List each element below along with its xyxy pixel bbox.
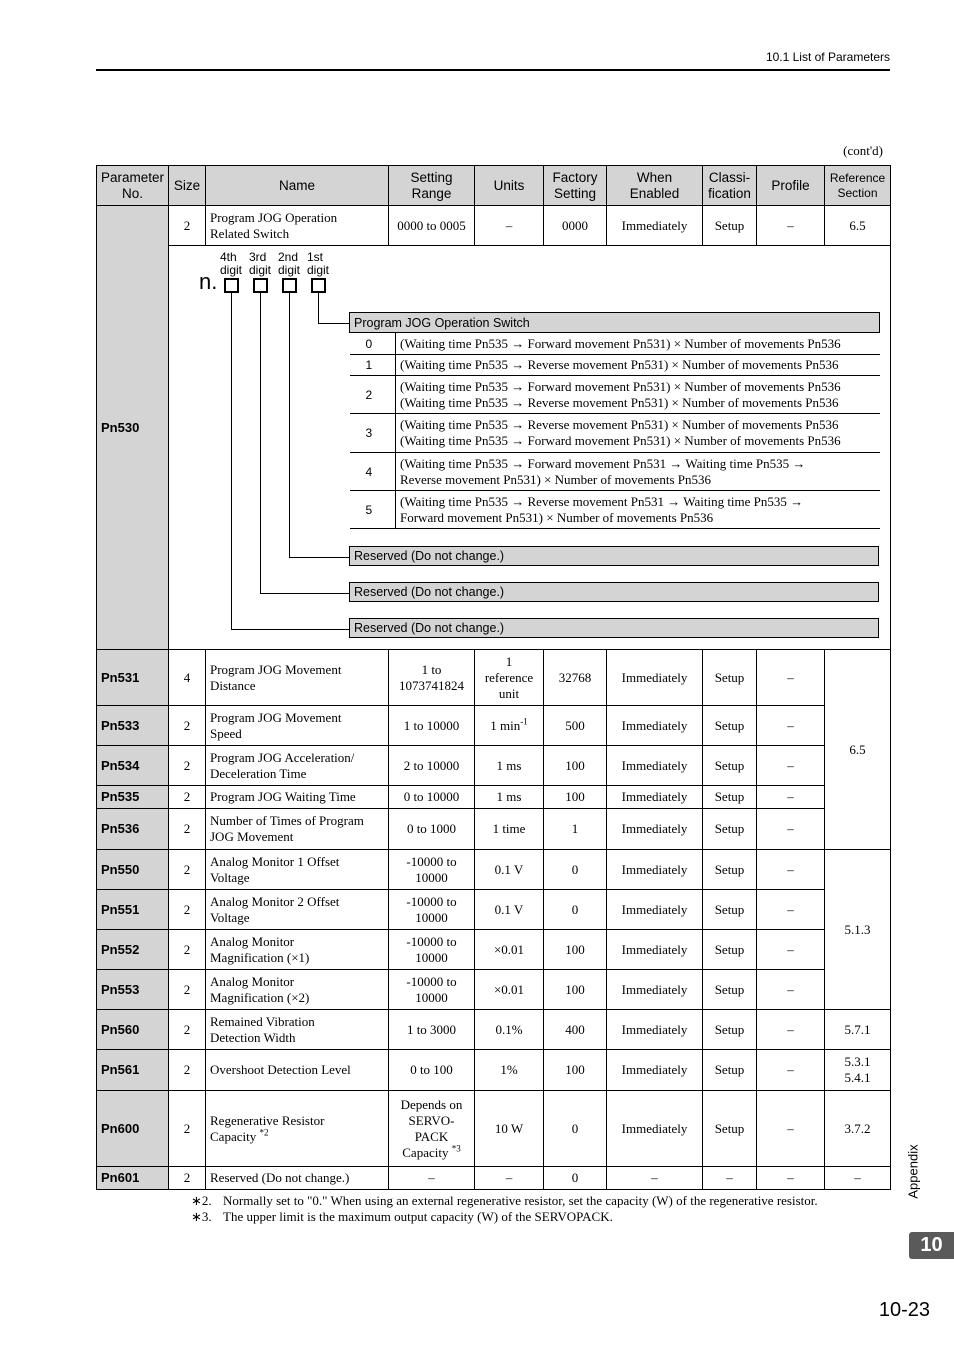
when-cell: Immediately bbox=[607, 206, 703, 246]
factory-cell: 500 bbox=[544, 706, 607, 746]
size-cell: 2 bbox=[169, 1010, 206, 1050]
size-cell: 2 bbox=[169, 1050, 206, 1091]
option-row bbox=[350, 333, 880, 355]
profile-cell: – bbox=[757, 206, 825, 246]
when-cell: – bbox=[607, 1167, 703, 1190]
option-num: 0 bbox=[350, 333, 396, 355]
table-row bbox=[97, 1050, 891, 1091]
class-cell: Setup bbox=[703, 1050, 757, 1091]
option-row bbox=[350, 491, 880, 529]
range-cell: 0 to 10000 bbox=[389, 786, 475, 809]
size-cell: 2 bbox=[169, 206, 206, 246]
connector-4th bbox=[231, 293, 232, 629]
chapter-tab: 10 bbox=[909, 1232, 954, 1259]
param-no: Pn550 bbox=[97, 850, 169, 890]
name-cell: Program JOG Acceleration/ Deceleration Time bbox=[206, 746, 389, 786]
units-cell: – bbox=[475, 206, 544, 246]
col-parameter-no: Parameter No. bbox=[97, 166, 169, 206]
units-cell: 1 time bbox=[475, 809, 544, 850]
param-no: Pn561 bbox=[97, 1050, 169, 1091]
table-row bbox=[97, 746, 891, 786]
table-row bbox=[97, 809, 891, 850]
name-cell: Remained Vibration Detection Width bbox=[206, 1010, 389, 1050]
profile-cell: – bbox=[757, 1167, 825, 1190]
option-desc: (Waiting time Pn535 → Forward movement Pn531 → Waiting time Pn535 → Reverse movement Pn531) × Number of movements Pn536 bbox=[396, 453, 880, 491]
table-row bbox=[97, 1010, 891, 1050]
col-when-enabled: When Enabled bbox=[607, 166, 703, 206]
class-cell: – bbox=[703, 1167, 757, 1190]
digit-diagram bbox=[169, 246, 891, 650]
name-cell: Program JOG Waiting Time bbox=[206, 786, 389, 809]
option-row bbox=[350, 376, 880, 414]
running-header: 10.1 List of Parameters bbox=[765, 50, 890, 64]
size-cell: 2 bbox=[169, 786, 206, 809]
option-row bbox=[350, 453, 880, 491]
ref-cell: 5.1.3 bbox=[825, 850, 891, 1010]
connector-4th-h bbox=[231, 629, 349, 630]
profile-cell: – bbox=[757, 706, 825, 746]
option-row bbox=[350, 355, 880, 376]
connector-3rd-h bbox=[260, 593, 349, 594]
param-no: Pn531 bbox=[97, 650, 169, 706]
class-cell: Setup bbox=[703, 206, 757, 246]
connector-2nd-h bbox=[289, 557, 349, 558]
profile-cell: – bbox=[757, 1050, 825, 1091]
range-cell: 0000 to 0005 bbox=[389, 206, 475, 246]
digit-box-3rd bbox=[253, 278, 268, 293]
table-header-row bbox=[97, 166, 891, 206]
digit-label-2nd: 2nd digit bbox=[278, 250, 301, 277]
class-cell: Setup bbox=[703, 809, 757, 850]
ref-cell: – bbox=[825, 1167, 891, 1190]
size-cell: 2 bbox=[169, 746, 206, 786]
digit-label-3rd: 3rd digit bbox=[249, 250, 272, 277]
factory-cell: 0 bbox=[544, 1091, 607, 1167]
col-classification: Classi- fication bbox=[703, 166, 757, 206]
range-cell: 0 to 1000 bbox=[389, 809, 475, 850]
range-cell: Depends on SERVO- PACK Capacity $^{*3}$ bbox=[389, 1091, 475, 1167]
header-rule bbox=[96, 69, 890, 71]
factory-cell: 100 bbox=[544, 786, 607, 809]
size-cell: 2 bbox=[169, 1091, 206, 1167]
connector-1st-h bbox=[318, 323, 349, 324]
footnote-3: ∗3. The upper limit is the maximum output capacity (W) of the SERVOPACK. bbox=[191, 1209, 613, 1224]
param-no: Pn530 bbox=[97, 206, 169, 650]
factory-cell: 0 bbox=[544, 890, 607, 930]
ref-cell: 5.3.1 5.4.1 bbox=[825, 1050, 891, 1091]
range-cell: -10000 to 10000 bbox=[389, 930, 475, 970]
factory-cell: 0 bbox=[544, 850, 607, 890]
class-cell: Setup bbox=[703, 746, 757, 786]
factory-cell: 0000 bbox=[544, 206, 607, 246]
when-cell: Immediately bbox=[607, 650, 703, 706]
ref-cell: 3.7.2 bbox=[825, 1091, 891, 1167]
profile-cell: – bbox=[757, 1010, 825, 1050]
connector-2nd bbox=[289, 293, 290, 557]
when-cell: Immediately bbox=[607, 786, 703, 809]
class-cell: Setup bbox=[703, 1091, 757, 1167]
digit-box-1st bbox=[311, 278, 326, 293]
table-row bbox=[97, 1167, 891, 1190]
reserved-2nd-digit: Reserved (Do not change.) bbox=[349, 546, 879, 566]
range-cell: 1 to 3000 bbox=[389, 1010, 475, 1050]
class-cell: Setup bbox=[703, 930, 757, 970]
option-desc: (Waiting time Pn535 → Reverse movement Pn531) × Number of movements Pn536 (Waiting time Pn535 → Forward movement Pn531) × Number of movements Pn536 bbox=[396, 414, 880, 453]
option-row bbox=[350, 414, 880, 453]
size-cell: 2 bbox=[169, 1167, 206, 1190]
units-cell: 1 $\min^{-1}$ bbox=[475, 706, 544, 746]
col-factory-setting: Factory Setting bbox=[544, 166, 607, 206]
when-cell: Immediately bbox=[607, 809, 703, 850]
table-row-pn530 bbox=[97, 206, 891, 246]
param-no: Pn536 bbox=[97, 809, 169, 850]
name-cell: Reserved (Do not change.) bbox=[206, 1167, 389, 1190]
factory-cell: 100 bbox=[544, 930, 607, 970]
name-cell: Overshoot Detection Level bbox=[206, 1050, 389, 1091]
col-name: Name bbox=[206, 166, 389, 206]
appendix-side-label: Appendix bbox=[905, 1144, 921, 1199]
profile-cell: – bbox=[757, 746, 825, 786]
option-num: 1 bbox=[350, 355, 396, 376]
range-cell: -10000 to 10000 bbox=[389, 970, 475, 1010]
profile-cell: – bbox=[757, 850, 825, 890]
size-cell: 2 bbox=[169, 706, 206, 746]
option-desc: (Waiting time Pn535 → Forward movement Pn531) × Number of movements Pn536 (Waiting time Pn535 → Reverse movement Pn531) × Number of movements Pn536 bbox=[396, 376, 880, 414]
range-cell: 2 to 10000 bbox=[389, 746, 475, 786]
units-cell: 1 ms bbox=[475, 786, 544, 809]
profile-cell: – bbox=[757, 786, 825, 809]
name-cell: Analog Monitor 2 Offset Voltage bbox=[206, 890, 389, 930]
option-num: 5 bbox=[350, 491, 396, 529]
table-row bbox=[97, 650, 891, 706]
footnotes bbox=[191, 1193, 818, 1225]
range-cell: 0 to 100 bbox=[389, 1050, 475, 1091]
when-cell: Immediately bbox=[607, 930, 703, 970]
when-cell: Immediately bbox=[607, 706, 703, 746]
option-num: 3 bbox=[350, 414, 396, 453]
col-setting-range: Setting Range bbox=[389, 166, 475, 206]
digit-box-4th bbox=[224, 278, 239, 293]
class-cell: Setup bbox=[703, 786, 757, 809]
table-row bbox=[97, 1091, 891, 1167]
size-cell: 4 bbox=[169, 650, 206, 706]
when-cell: Immediately bbox=[607, 1010, 703, 1050]
col-profile: Profile bbox=[757, 166, 825, 206]
param-no: Pn533 bbox=[97, 706, 169, 746]
units-cell: – bbox=[475, 1167, 544, 1190]
factory-cell: 100 bbox=[544, 746, 607, 786]
class-cell: Setup bbox=[703, 1010, 757, 1050]
size-cell: 2 bbox=[169, 930, 206, 970]
units-cell: ×0.01 bbox=[475, 970, 544, 1010]
table-row-pn530-diagram bbox=[97, 246, 891, 650]
units-cell: 1 ms bbox=[475, 746, 544, 786]
when-cell: Immediately bbox=[607, 970, 703, 1010]
when-cell: Immediately bbox=[607, 890, 703, 930]
param-no: Pn600 bbox=[97, 1091, 169, 1167]
col-units: Units bbox=[475, 166, 544, 206]
param-no: Pn553 bbox=[97, 970, 169, 1010]
footnote-2: ∗2. Normally set to "0." When using an external regenerative resistor, set the capacity (W) of the regenerative resistor. bbox=[191, 1193, 818, 1208]
switch-options-table bbox=[349, 312, 880, 529]
factory-cell: 100 bbox=[544, 1050, 607, 1091]
name-cell: Program JOG Movement Speed bbox=[206, 706, 389, 746]
factory-cell: 0 bbox=[544, 1167, 607, 1190]
range-cell: -10000 to 10000 bbox=[389, 890, 475, 930]
range-cell: 1 to 1073741824 bbox=[389, 650, 475, 706]
connector-1st bbox=[318, 293, 319, 323]
col-size: Size bbox=[169, 166, 206, 206]
units-cell: 1% bbox=[475, 1050, 544, 1091]
units-cell: ×0.01 bbox=[475, 930, 544, 970]
profile-cell: – bbox=[757, 890, 825, 930]
class-cell: Setup bbox=[703, 706, 757, 746]
parameter-table bbox=[96, 165, 891, 1190]
option-desc: (Waiting time Pn535 → Reverse movement Pn531) × Number of movements Pn536 bbox=[396, 355, 880, 376]
param-no: Pn552 bbox=[97, 930, 169, 970]
profile-cell: – bbox=[757, 809, 825, 850]
name-cell: Analog Monitor Magnification (×1) bbox=[206, 930, 389, 970]
param-no: Pn560 bbox=[97, 1010, 169, 1050]
range-cell: -10000 to 10000 bbox=[389, 850, 475, 890]
factory-cell: 100 bbox=[544, 970, 607, 1010]
class-cell: Setup bbox=[703, 650, 757, 706]
param-no: Pn551 bbox=[97, 890, 169, 930]
name-cell: Number of Times of Program JOG Movement bbox=[206, 809, 389, 850]
name-cell: Program JOG Operation Related Switch bbox=[206, 206, 389, 246]
table-row bbox=[97, 930, 891, 970]
ref-cell: 6.5 bbox=[825, 206, 891, 246]
name-cell: Analog Monitor 1 Offset Voltage bbox=[206, 850, 389, 890]
name-cell: Program JOG Movement Distance bbox=[206, 650, 389, 706]
size-cell: 2 bbox=[169, 809, 206, 850]
when-cell: Immediately bbox=[607, 746, 703, 786]
size-cell: 2 bbox=[169, 970, 206, 1010]
page-number: 10-23 bbox=[878, 1299, 930, 1321]
units-cell: 0.1% bbox=[475, 1010, 544, 1050]
option-desc: (Waiting time Pn535 → Reverse movement Pn531 → Waiting time Pn535 → Forward movement Pn531) × Number of movements Pn536 bbox=[396, 491, 880, 529]
option-desc: (Waiting time Pn535 → Forward movement Pn531) × Number of movements Pn536 bbox=[396, 333, 880, 355]
when-cell: Immediately bbox=[607, 1050, 703, 1091]
range-cell: 1 to 10000 bbox=[389, 706, 475, 746]
size-cell: 2 bbox=[169, 890, 206, 930]
param-no: Pn534 bbox=[97, 746, 169, 786]
n-prefix: n. bbox=[199, 269, 218, 294]
table-row bbox=[97, 890, 891, 930]
units-cell: 0.1 V bbox=[475, 850, 544, 890]
table-row bbox=[97, 970, 891, 1010]
size-cell: 2 bbox=[169, 850, 206, 890]
connector-3rd bbox=[260, 293, 261, 593]
profile-cell: – bbox=[757, 1091, 825, 1167]
param-no: Pn601 bbox=[97, 1167, 169, 1190]
factory-cell: 1 bbox=[544, 809, 607, 850]
digit-box-2nd bbox=[282, 278, 297, 293]
col-reference-section: Reference Section bbox=[825, 166, 891, 206]
profile-cell: – bbox=[757, 930, 825, 970]
table-row bbox=[97, 706, 891, 746]
units-cell: 10 W bbox=[475, 1091, 544, 1167]
when-cell: Immediately bbox=[607, 1091, 703, 1167]
name-cell: Analog Monitor Magnification (×2) bbox=[206, 970, 389, 1010]
param-no: Pn535 bbox=[97, 786, 169, 809]
profile-cell: – bbox=[757, 650, 825, 706]
digit-label-4th: 4th digit bbox=[220, 250, 243, 277]
option-num: 4 bbox=[350, 453, 396, 491]
switch-title: Program JOG Operation Switch bbox=[350, 313, 880, 333]
reserved-4th-digit: Reserved (Do not change.) bbox=[349, 618, 879, 638]
units-cell: 0.1 V bbox=[475, 890, 544, 930]
name-cell: Regenerative Resistor Capacity $^{*2}$ bbox=[206, 1091, 389, 1167]
class-cell: Setup bbox=[703, 970, 757, 1010]
table-row bbox=[97, 850, 891, 890]
profile-cell: – bbox=[757, 970, 825, 1010]
factory-cell: 400 bbox=[544, 1010, 607, 1050]
when-cell: Immediately bbox=[607, 850, 703, 890]
reserved-3rd-digit: Reserved (Do not change.) bbox=[349, 582, 879, 602]
ref-cell: 6.5 bbox=[825, 650, 891, 850]
option-num: 2 bbox=[350, 376, 396, 414]
table-row bbox=[97, 786, 891, 809]
range-cell: – bbox=[389, 1167, 475, 1190]
contd-label: (cont'd) bbox=[843, 143, 883, 158]
units-cell: 1 reference unit bbox=[475, 650, 544, 706]
ref-cell: 5.7.1 bbox=[825, 1010, 891, 1050]
class-cell: Setup bbox=[703, 890, 757, 930]
digit-label-1st: 1st digit bbox=[307, 250, 330, 277]
class-cell: Setup bbox=[703, 850, 757, 890]
factory-cell: 32768 bbox=[544, 650, 607, 706]
